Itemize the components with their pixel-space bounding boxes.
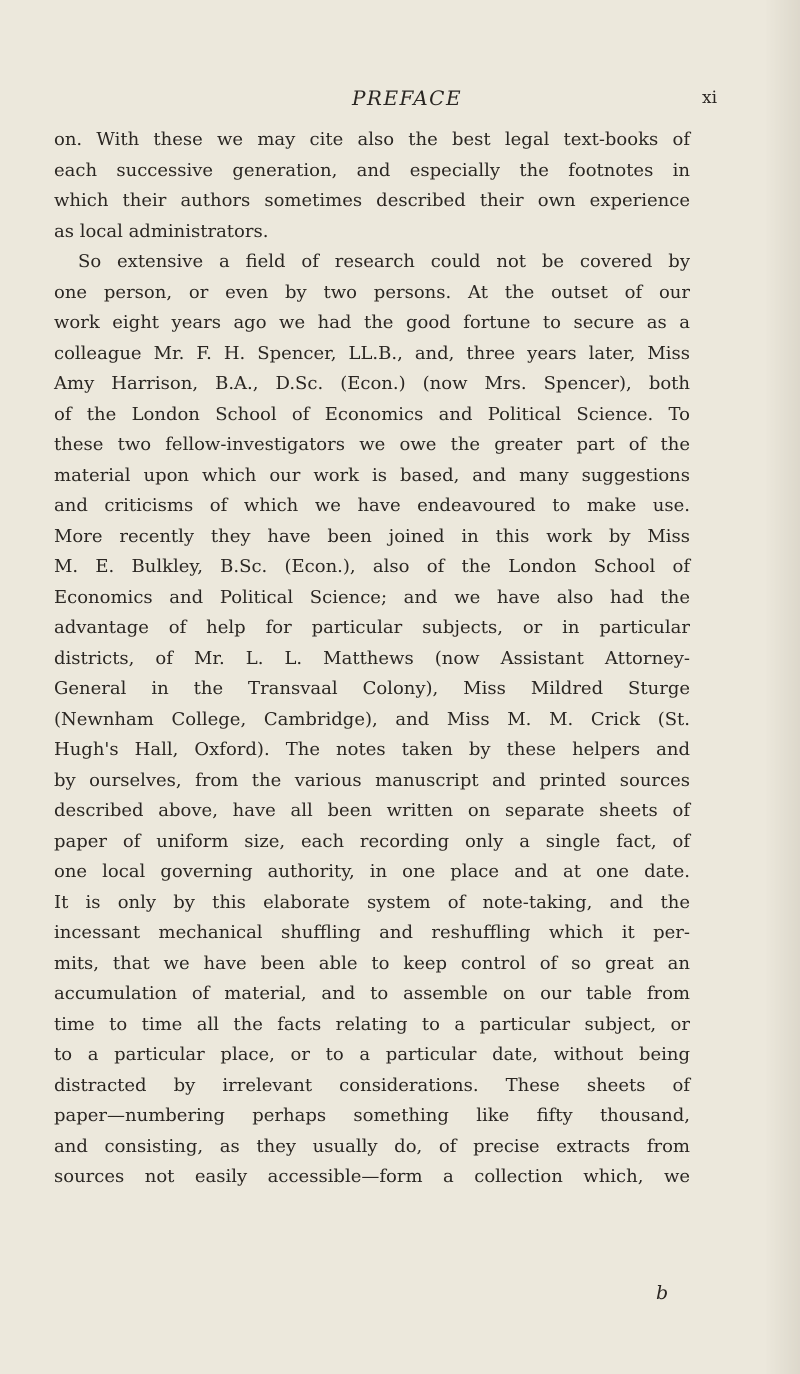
text-line: (Newnham College, Cambridge), and Miss M. M. Crick (St. [54,708,690,730]
text-line: by ourselves, from the various manuscript and printed sources [54,769,690,791]
text-line: It is only by this elaborate system of note-taking, and the [54,891,690,913]
text-line: material upon which our work is based, and many suggestions [54,464,690,486]
text-line: Amy Harrison, B.A., D.Sc. (Econ.) (now Mrs. Spencer), both [54,373,690,394]
text-line: mits, that we have been able to keep control of so great an [54,952,690,974]
signature-mark: b [656,1282,669,1304]
text-line: incessant mechanical shuffling and reshuffling which it per- [54,922,690,943]
running-head [0,86,800,120]
text-line: of the London School of Economics and Political Science. To [54,403,690,425]
text-line: paper—numbering perhaps something like fifty thousand, [54,1105,690,1126]
text-line: each successive generation, and especially the footnotes in [54,159,690,181]
text-line: and consisting, as they usually do, of precise extracts from [54,1135,690,1157]
text-line: M. E. Bulkley, B.Sc. (Econ.), also of the London School of [54,556,690,577]
text-line: to a particular place, or to a particular date, without being [54,1044,690,1065]
body-text [54,125,690,1193]
text-line: one person, or even by two persons. At the outset of our [54,281,690,303]
page-number: xi [702,88,718,108]
text-line: these two fellow-investigators we owe the greater part of the [54,434,690,455]
text-line: paper of uniform size, each recording only a single fact, of [54,830,690,852]
text-line: districts, of Mr. L. L. Matthews (now Assistant Attorney- [54,647,690,669]
text-line: one local governing authority, in one place and at one date. [54,861,690,882]
text-line: as local administrators. [54,220,269,242]
text-line: distracted by irrelevant considerations. These sheets of [54,1074,690,1096]
running-title: PREFACE [351,86,463,110]
text-line: advantage of help for particular subjects, or in particular [54,617,690,638]
text-line: and criticisms of which we have endeavoured to make use. [54,495,690,516]
text-line: General in the Transvaal Colony), Miss Mildred Sturge [54,678,690,699]
text-line: So extensive a field of research could not be covered by [78,251,690,272]
text-line: sources not easily accessible—form a collection which, we [54,1166,690,1187]
text-line: time to time all the facts relating to a particular subject, or [54,1013,690,1035]
text-line: work eight years ago we had the good fortune to secure as a [54,312,690,333]
text-line: on. With these we may cite also the best legal text-books of [54,129,690,150]
text-line: Hugh's Hall, Oxford). The notes taken by these helpers and [54,739,690,760]
text-line: colleague Mr. F. H. Spencer, LL.B., and, three years later, Miss [54,342,690,364]
text-line: accumulation of material, and to assemble on our table from [54,983,690,1004]
page-edge-shadow [764,0,800,1374]
text-line: described above, have all been written on separate sheets of [54,800,690,821]
text-line: Economics and Political Science; and we have also had the [54,586,690,608]
text-line: which their authors sometimes described their own experience [54,190,690,211]
text-line: More recently they have been joined in this work by Miss [54,525,690,547]
